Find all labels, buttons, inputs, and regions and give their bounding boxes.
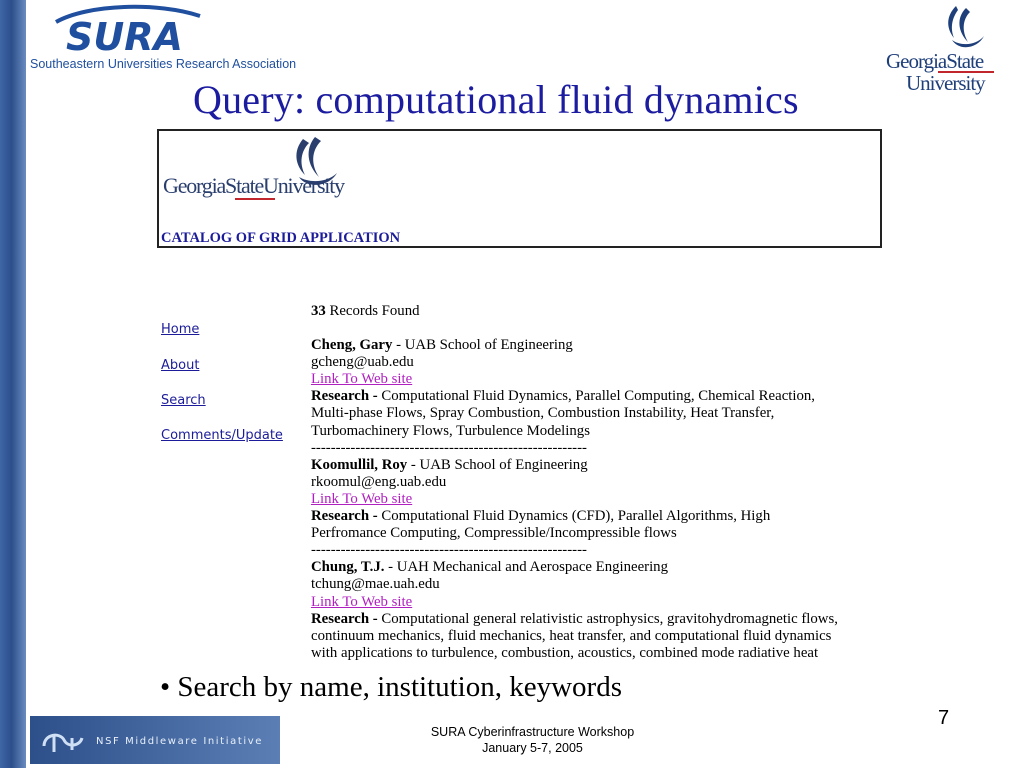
record-email: tchung@mae.uah.edu [311,576,440,593]
record-web-link[interactable]: Link To Web site [311,593,413,610]
footer-date: January 5-7, 2005 [482,741,583,755]
record-web-link[interactable]: Link To Web site [311,490,413,507]
catalog-header [157,129,882,248]
sura-subtitle: Southeastern Universities Research Association [30,57,297,71]
slide-title: Query: computational fluid dynamics [193,77,799,122]
record-email: rkoomul@eng.uab.edu [311,473,447,490]
sura-logo [48,4,208,56]
footer-workshop: SURA Cyberinfrastructure Workshop [430,725,635,739]
page-number: 7 [938,707,950,729]
catalog-gsu-logo [161,133,377,215]
record-research: Research - Computational general relativistic astrophysics, gravitohydromagnetic flows, [311,610,838,627]
catalog-title: CATALOG OF GRID APPLICATION [161,230,401,246]
slide-bullet: • Search by name, institution, keywords [160,671,622,703]
catalog-logo-text: GeorgiaStateUniversity [163,173,344,198]
nmi-banner [30,716,280,764]
footer-info [390,724,675,756]
record-research-line: Perfromance Computing, Compressible/Incompressible flows [311,525,677,542]
gsu-logo-line1: GeorgiaState [886,49,984,73]
record-header: Koomullil, Roy - UAB School of Engineering [311,456,588,473]
sura-logo-text: SURA [66,15,183,56]
nmi-label: NSF Middleware Initiative [96,736,263,747]
record-header: Cheng, Gary - UAB School of Engineering [311,337,573,354]
gsu-logo-line2: University [906,71,985,95]
record-research-line: Multi-phase Flows, Spray Combustion, Combustion Instability, Heat Transfer, [311,405,775,422]
gsu-logo [880,2,1000,98]
record-research-line: continuum mechanics, fluid mechanics, heat transfer, and computational fluid dynamics [311,627,832,644]
nav-home-link[interactable]: Home [161,322,200,337]
record-research-line: Turbomachinery Flows, Turbulence Modelings [311,422,590,439]
nav-about-link[interactable]: About [161,358,200,373]
left-accent-bar [0,0,26,768]
record-web-link[interactable]: Link To Web site [311,371,413,388]
record-research: Research - Computational Fluid Dynamics, Parallel Computing, Chemical Reaction, [311,388,815,405]
nav-search-link[interactable]: Search [161,393,206,408]
record-email: gcheng@uab.edu [311,354,414,371]
nav-comments-link[interactable]: Comments/Update [161,428,283,443]
record-separator: -------------------------------------------------------- [311,542,587,559]
flame-icon [948,6,984,47]
record-separator: -------------------------------------------------------- [311,439,587,456]
record-research-line: with applications to turbulence, combustion, acoustics, combined mode radiative heat [311,644,819,661]
records-count: 33 Records Found [311,303,420,319]
record-research: Research - Computational Fluid Dynamics (CFD), Parallel Algorithms, High [311,508,771,525]
record-header: Chung, T.J. - UAH Mechanical and Aerospace Engineering [311,559,668,576]
results-list [311,303,881,663]
